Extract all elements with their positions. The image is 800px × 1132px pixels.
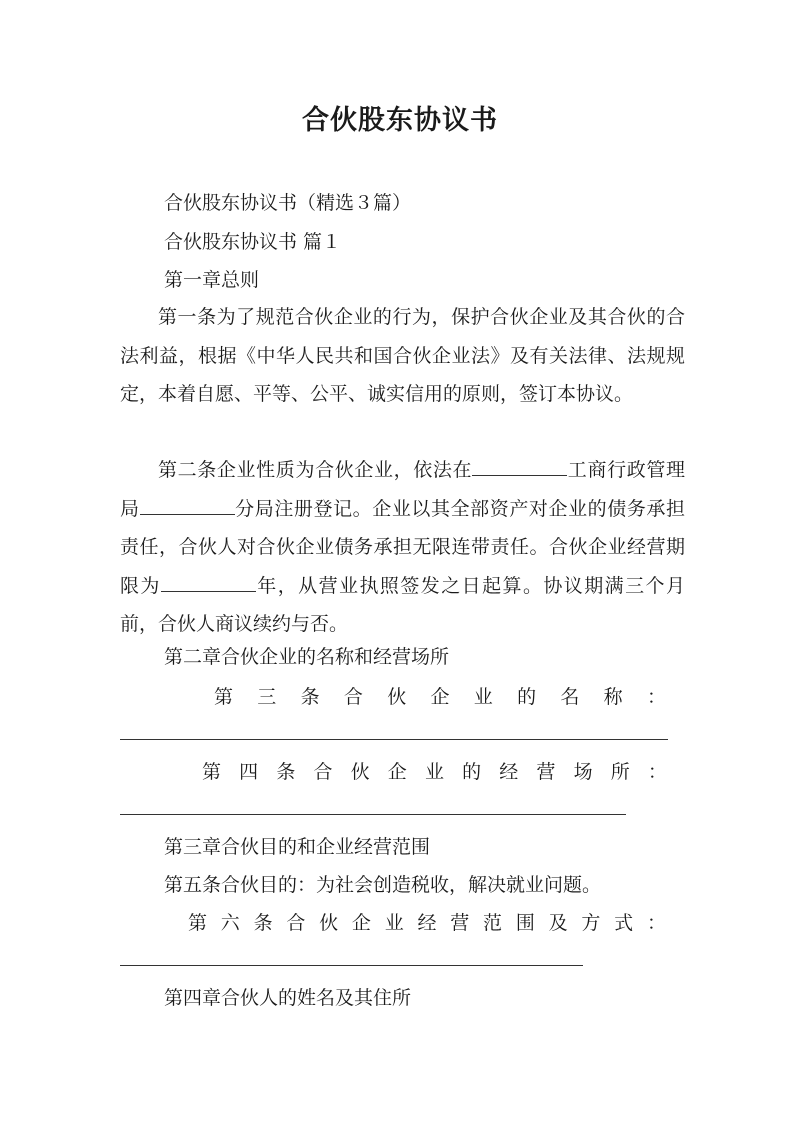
article-5-paragraph: 第五条合伙目的：为社会创造税收，解决就业问题。	[164, 874, 602, 896]
article-2-text-4: 年，从营业执照签发之日起算。协议期满三个月前，合伙人商议续约与否。	[120, 574, 685, 635]
fill-in-line	[120, 739, 668, 740]
article-3-char: 三	[257, 686, 277, 708]
article-3-char: 称	[603, 686, 623, 708]
article-3-char: 第	[214, 686, 234, 708]
article-6-char: 合	[286, 912, 306, 934]
article-6-char: 及	[548, 912, 568, 934]
article-3-char: 条	[300, 686, 320, 708]
article-1-paragraph: 第一条为了规范合伙企业的行为，保护合伙企业及其合伙的合法利益，根据《中华人民共和国合伙企业法》及有关法律、法规规定，本着自愿、平等、公平、诚实信用的原则，签订本协议。	[120, 306, 685, 405]
article-3-char: 的	[517, 686, 537, 708]
article-3-char: ：	[646, 686, 666, 708]
article-4-char: 第	[202, 761, 222, 783]
article-6-char: 式	[614, 912, 634, 934]
article-6-char: 范	[483, 912, 503, 934]
article-6-char: 方	[581, 912, 601, 934]
article-3-line	[214, 685, 666, 709]
article-6-char: 营	[450, 912, 470, 934]
article-6-char: 围	[515, 912, 535, 934]
chapter-heading-2: 第二章合伙企业的名称和经营场所	[164, 646, 450, 668]
article-4-line	[202, 760, 667, 784]
chapter-heading-4: 第四章合伙人的姓名及其住所	[164, 987, 412, 1009]
article-2-text-3: 分局注册登记。企业以其全部资产对企业的债务承担责任，合伙人对合伙企业债务承担无限连带责任。合伙企业经营期限为	[120, 497, 685, 597]
article-4-char: 营	[536, 761, 556, 783]
chapter-heading-3: 第三章合伙目的和企业经营范围	[164, 836, 431, 858]
article-4-char: ：	[647, 761, 667, 783]
article-6-char: 第	[188, 912, 208, 934]
article-6-line	[188, 911, 666, 935]
article-6-char: ：	[646, 912, 666, 934]
article-4-char: 企	[387, 761, 407, 783]
article-2-text-2: 工商行政管理局	[120, 459, 685, 520]
article-3-char: 伙	[387, 686, 407, 708]
article-4-char: 合	[313, 761, 333, 783]
fill-in-line	[120, 965, 583, 966]
article-4-char: 业	[424, 761, 444, 783]
article-4-char: 条	[276, 761, 296, 783]
article-6-char: 条	[253, 912, 273, 934]
part-heading: 合伙股东协议书 篇１	[164, 231, 342, 253]
article-3-char: 合	[343, 686, 363, 708]
blank-field	[140, 494, 235, 515]
article-3-char: 企	[430, 686, 450, 708]
chapter-heading-1: 第一章总则	[164, 269, 260, 291]
article-6-char: 经	[417, 912, 437, 934]
article-4-char: 伙	[350, 761, 370, 783]
article-2-text-1: 第二条企业性质为合伙企业，依法在	[158, 459, 473, 481]
article-6-char: 业	[384, 912, 404, 934]
document-subtitle: 合伙股东协议书（精选３篇）	[164, 192, 412, 214]
article-4-char: 所	[610, 761, 630, 783]
blank-field	[161, 571, 256, 592]
article-6-char: 伙	[319, 912, 339, 934]
article-3-char: 业	[473, 686, 493, 708]
blank-field	[472, 455, 567, 476]
article-6-char: 六	[220, 912, 240, 934]
article-4-char: 四	[239, 761, 259, 783]
article-3-char: 名	[560, 686, 580, 708]
document-title: 合伙股东协议书	[302, 105, 498, 136]
article-2-paragraph	[120, 451, 685, 644]
fill-in-line	[120, 814, 626, 815]
article-6-char: 企	[351, 912, 371, 934]
article-4-char: 场	[573, 761, 593, 783]
article-4-char: 经	[499, 761, 519, 783]
article-4-char: 的	[462, 761, 482, 783]
